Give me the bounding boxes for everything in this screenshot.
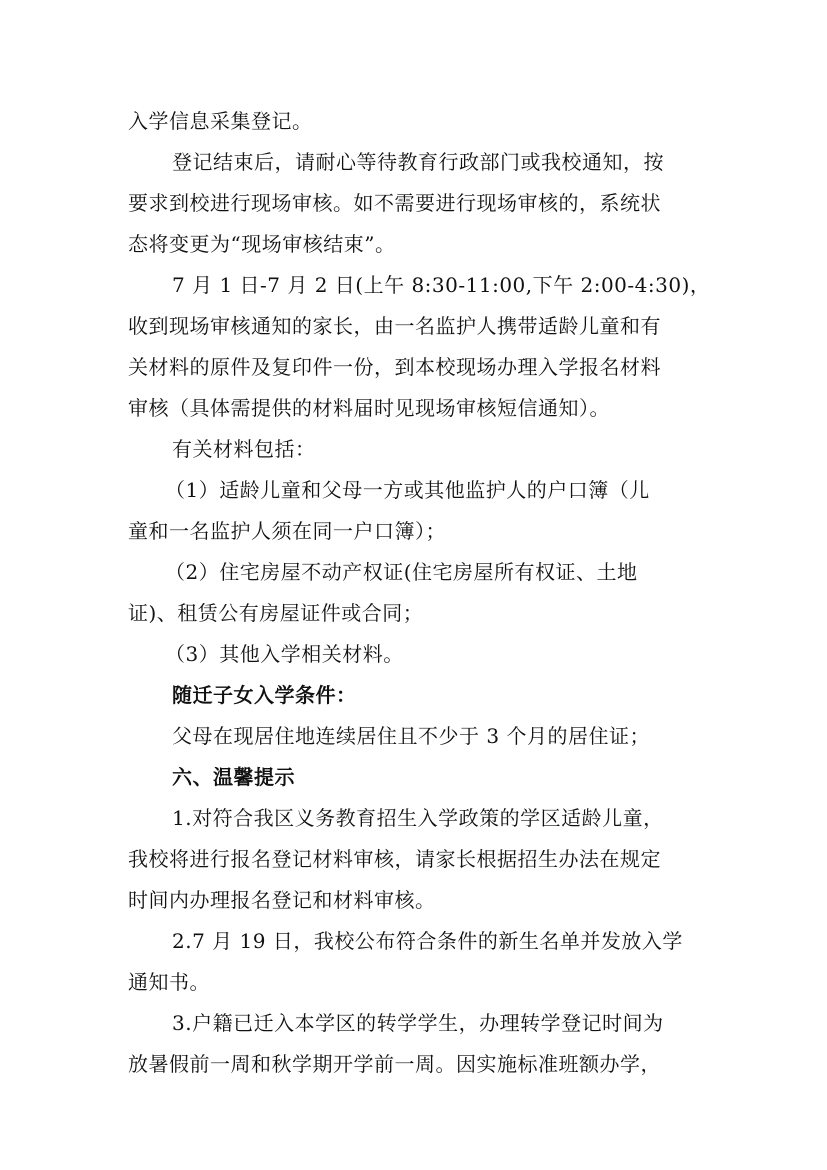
text-line: 证)、租赁公有房屋证件或合同； xyxy=(128,601,424,625)
text-line: 收到现场审核通知的家长，由一名监护人携带适龄儿童和有 xyxy=(128,314,661,338)
text-line: 登记结束后，请耐心等待教育行政部门或我校通知，按 xyxy=(172,150,664,174)
section-heading: 随迁子女入学条件： xyxy=(172,683,357,707)
text-line: 通知书。 xyxy=(128,970,210,994)
text-line: （3）其他入学相关材料。 xyxy=(165,642,404,666)
text-line: 1.对符合我区义务教育招生入学政策的学区适龄儿童， xyxy=(172,806,664,830)
text-line: 要求到校进行现场审核。如不需要进行现场审核的，系统状 xyxy=(128,191,661,215)
text-line: 我校将进行报名登记材料审核，请家长根据招生办法在规定 xyxy=(128,847,661,871)
text-line: 关材料的原件及复印件一份，到本校现场办理入学报名材料 xyxy=(128,355,661,379)
text-line: 3.户籍已迁入本学区的转学学生，办理转学登记时间为 xyxy=(172,1011,664,1035)
text-line: 童和一名监护人须在同一户口簿）； xyxy=(128,519,446,543)
text-line: 时间内办理报名登记和材料审核。 xyxy=(128,888,436,912)
text-line: 7 月 1 日-7 月 2 日(上午 8:30-11:00,下午 2:00-4:30)， xyxy=(172,273,711,297)
text-line: 有关材料包括： xyxy=(172,437,316,461)
text-line: 2.7 月 19 日，我校公布符合条件的新生名单并发放入学 xyxy=(172,929,683,953)
text-line: （2）住宅房屋不动产权证(住宅房屋所有权证、土地 xyxy=(165,560,638,584)
text-line: 父母在现居住地连续居住且不少于 3 个月的居住证； xyxy=(172,724,650,748)
text-line: 态将变更为“现场审核结束”。 xyxy=(128,232,396,256)
section-heading: 六、温馨提示 xyxy=(172,765,295,789)
text-line: 入学信息采集登记。 xyxy=(128,109,313,133)
text-line: 放暑假前一周和秋学期开学前一周。因实施标准班额办学， xyxy=(128,1052,661,1076)
text-line: 审核（具体需提供的材料届时见现场审核短信通知）。 xyxy=(128,396,610,420)
text-line: （1）适龄儿童和父母一方或其他监护人的户口簿（儿 xyxy=(165,478,650,502)
